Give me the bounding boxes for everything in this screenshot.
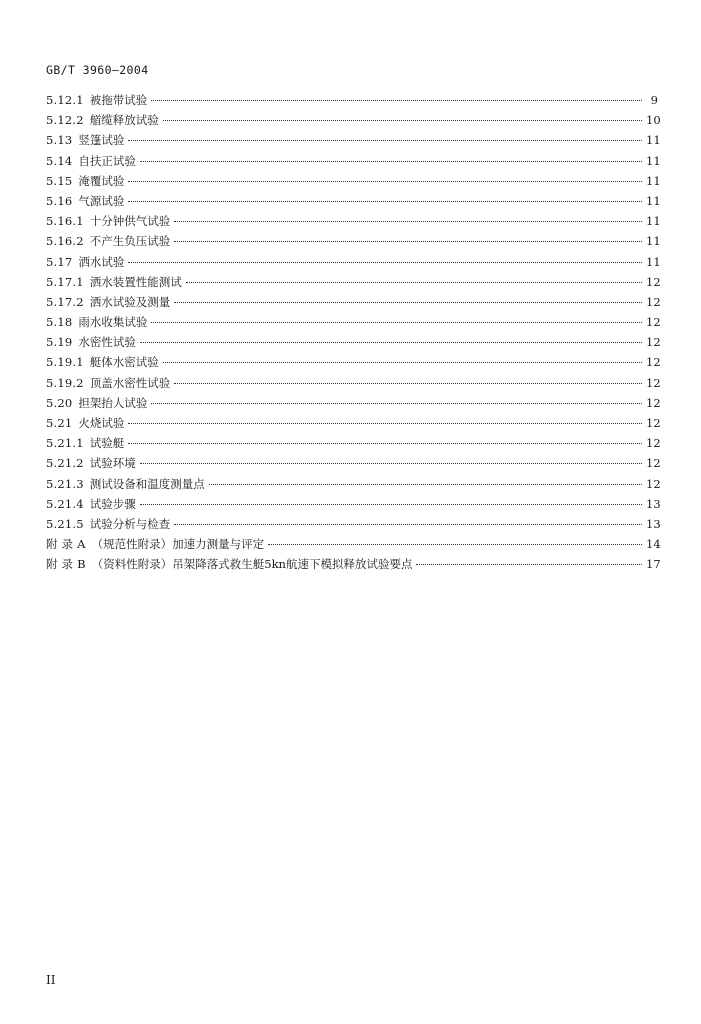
toc-entry-page: 12: [646, 476, 661, 491]
toc-dot-leader: [128, 262, 642, 263]
toc-entry-number: 5.12.2: [46, 113, 84, 128]
toc-entry-number: 5.16.1: [46, 214, 84, 229]
toc-entry-page: 9: [650, 93, 658, 107]
toc-dot-leader: [186, 282, 642, 283]
toc-entry-title: 洒水试验及测量: [89, 294, 171, 309]
toc-dot-leader: [174, 241, 642, 242]
toc-dot-leader: [174, 302, 642, 303]
toc-entry-page: 11: [646, 214, 661, 229]
toc-entry-page: 12: [646, 294, 661, 309]
toc-entry: [46, 556, 661, 576]
toc-entry-number: 5.15: [46, 173, 73, 188]
toc-dot-leader: [163, 362, 642, 363]
toc-entry-title: 水密性试验: [78, 335, 136, 350]
toc-entry-title: 顶盖水密性试验: [89, 375, 171, 390]
toc-entry-number: 5.21.3: [46, 476, 84, 491]
toc-entry-title: （规范性附录）加速力测量与评定: [91, 537, 265, 552]
toc-entry-page: 13: [646, 516, 661, 531]
table-of-contents: [46, 92, 661, 577]
toc-entry-title: 竖篷试验: [78, 133, 125, 148]
toc-entry: [46, 112, 661, 132]
toc-entry: [46, 334, 661, 354]
toc-entry-title: 艇体水密试验: [89, 355, 159, 370]
toc-entry: [46, 274, 661, 294]
toc-dot-leader: [163, 120, 642, 121]
toc-entry-page: 12: [646, 355, 661, 370]
toc-entry-number: 5.13: [46, 133, 73, 148]
toc-entry-page: 12: [646, 395, 661, 410]
toc-dot-leader: [128, 181, 642, 182]
toc-entry-title: 十分钟供气试验: [89, 214, 171, 229]
toc-entry-title: 艏缆释放试验: [89, 113, 159, 128]
toc-entry-number: 5.12.1: [46, 93, 84, 107]
toc-entry: [46, 395, 661, 415]
toc-entry-number: 附 录 B: [46, 557, 86, 572]
toc-dot-leader: [151, 403, 642, 404]
toc-dot-leader: [209, 484, 642, 485]
toc-entry-number: 5.17.2: [46, 294, 84, 309]
toc-entry-title: 试验分析与检查: [89, 516, 171, 531]
toc-entry: [46, 233, 661, 253]
toc-dot-leader: [140, 342, 642, 343]
toc-entry-page: 10: [646, 113, 661, 128]
toc-dot-leader: [128, 201, 642, 202]
toc-entry: [46, 516, 661, 536]
toc-entry-number: 附 录 A: [46, 537, 86, 552]
toc-entry-number: 5.19.1: [46, 355, 84, 370]
toc-entry: [46, 536, 661, 556]
toc-entry-number: 5.16: [46, 193, 73, 208]
toc-entry-number: 5.17.1: [46, 274, 84, 289]
toc-dot-leader: [140, 463, 642, 464]
toc-entry: [46, 294, 661, 314]
toc-entry-title: 试验步骤: [89, 496, 136, 511]
toc-entry-number: 5.21: [46, 416, 73, 430]
toc-entry-number: 5.19: [46, 335, 73, 350]
toc-entry-title: 被拖带试验: [89, 93, 148, 107]
toc-entry: [46, 132, 661, 152]
toc-dot-leader: [140, 504, 642, 505]
toc-entry-page: 12: [646, 375, 661, 390]
toc-entry-number: 5.19.2: [46, 375, 84, 390]
toc-entry-title: 自扶正试验: [78, 153, 136, 168]
toc-entry-title: 试验艇: [89, 436, 125, 451]
toc-entry-page: 14: [646, 537, 661, 552]
toc-entry-page: 12: [646, 315, 661, 330]
toc-entry-number: 5.18: [46, 315, 73, 330]
toc-entry-page: 12: [646, 436, 661, 451]
toc-entry-title: 担架抬人试验: [78, 395, 148, 410]
toc-entry-page: 13: [646, 496, 661, 511]
toc-entry-number: 5.17: [46, 254, 73, 269]
toc-entry-title: 火烧试验: [78, 416, 125, 430]
toc-entry: [46, 354, 661, 374]
toc-entry-number: 5.21.4: [46, 496, 84, 511]
toc-entry-page: 11: [646, 173, 661, 188]
toc-entry: [46, 455, 661, 475]
toc-dot-leader: [151, 322, 642, 323]
toc-entry-number: 5.14: [46, 153, 73, 168]
toc-entry-title: 雨水收集试验: [78, 315, 148, 330]
toc-entry: [46, 213, 661, 233]
toc-entry-title: 试验环境: [89, 456, 136, 471]
toc-entry-page: 12: [646, 416, 661, 430]
toc-entry-title: 洒水试验: [78, 254, 125, 269]
toc-entry-page: 12: [646, 335, 661, 350]
toc-entry: [46, 153, 661, 173]
toc-dot-leader: [174, 221, 642, 222]
toc-entry-number: 5.20: [46, 395, 73, 410]
toc-entry: [46, 375, 661, 395]
toc-entry: [46, 496, 661, 516]
page-number: II: [46, 973, 56, 987]
toc-entry-page: 11: [646, 234, 661, 249]
toc-entry: [46, 173, 661, 193]
toc-entry: [46, 92, 658, 112]
toc-dot-leader: [416, 564, 642, 565]
toc-entry-page: 11: [646, 133, 661, 148]
toc-entry-title: 淹覆试验: [78, 173, 125, 188]
toc-entry-title: 洒水装置性能测试: [89, 274, 182, 289]
toc-entry-title: 测试设备和温度测量点: [89, 476, 205, 491]
page-footer: [46, 973, 55, 987]
toc-dot-leader: [128, 423, 642, 424]
toc-entry-page: 12: [646, 456, 661, 471]
toc-entry: [46, 314, 661, 334]
toc-entry-page: 12: [646, 274, 661, 289]
toc-entry-page: 11: [646, 193, 661, 208]
toc-entry-title: 气源试验: [78, 193, 125, 208]
toc-entry: [46, 435, 661, 455]
toc-entry: [46, 415, 661, 435]
toc-entry-page: 11: [646, 254, 661, 269]
toc-entry-number: 5.21.2: [46, 456, 84, 471]
toc-dot-leader: [151, 100, 642, 101]
toc-entry-number: 5.16.2: [46, 234, 84, 249]
page-header: [46, 63, 149, 77]
toc-dot-leader: [140, 161, 642, 162]
toc-entry-page: 17: [646, 557, 661, 572]
toc-dot-leader: [174, 524, 642, 525]
toc-entry-page: 11: [646, 153, 661, 168]
toc-entry-title: （资料性附录）吊架降落式救生艇5kn航速下模拟释放试验要点: [91, 557, 413, 572]
toc-dot-leader: [174, 383, 642, 384]
toc-entry: [46, 476, 661, 496]
toc-entry-number: 5.21.5: [46, 516, 84, 531]
toc-entry-title: 不产生负压试验: [89, 234, 171, 249]
toc-dot-leader: [268, 544, 642, 545]
toc-entry: [46, 254, 661, 274]
toc-dot-leader: [128, 140, 642, 141]
toc-entry-number: 5.21.1: [46, 436, 84, 451]
toc-entry: [46, 193, 661, 213]
toc-dot-leader: [128, 443, 642, 444]
standard-code: GB/T 3960—2004: [46, 63, 149, 77]
